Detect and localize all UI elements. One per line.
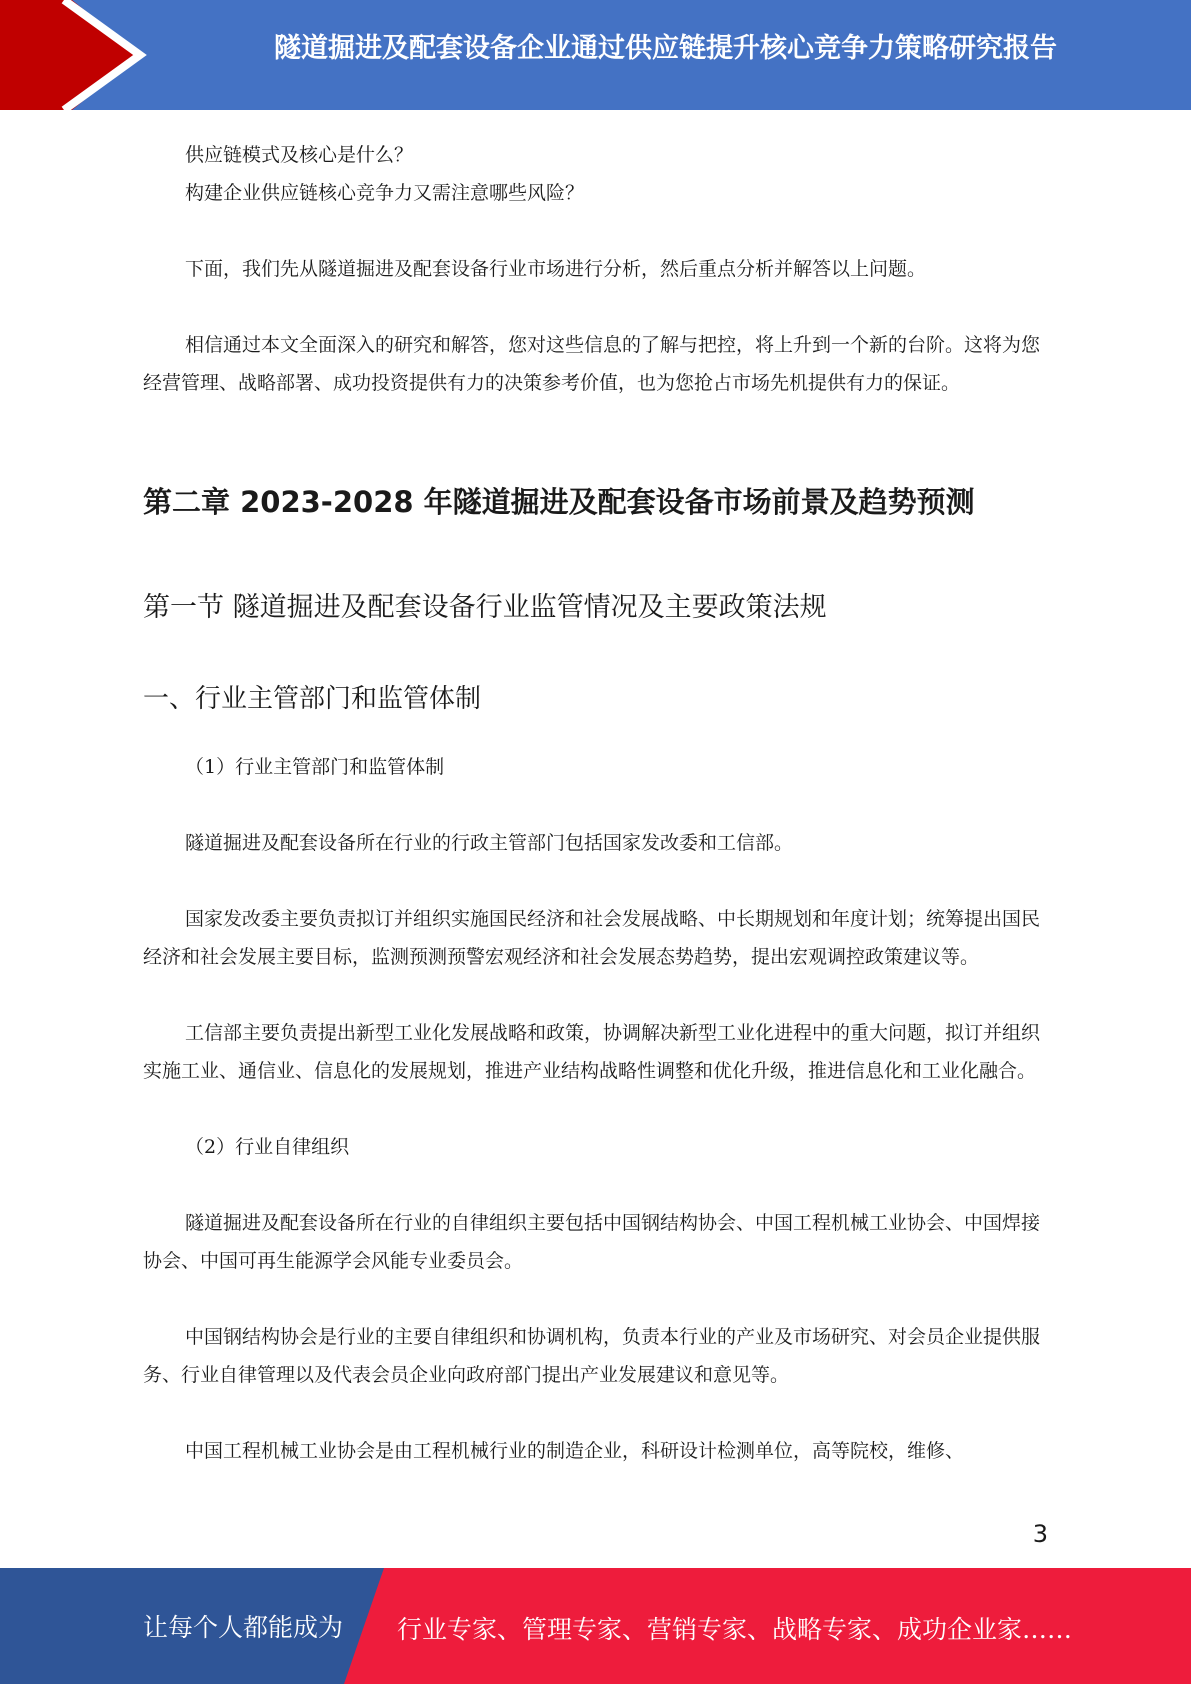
section-heading: 第一节 隧道掘进及配套设备行业监管情况及主要政策法规 (143, 592, 827, 623)
subsection-heading: 一、行业主管部门和监管体制 (143, 684, 482, 714)
cmia-paragraph: 中国工程机械工业协会是由工程机械行业的制造企业，科研设计检测单位，高等院校，维修、 (185, 1440, 965, 1462)
blank-line (143, 288, 1045, 326)
blank-line (143, 212, 1045, 250)
question-2: 构建企业供应链核心竞争力又需注意哪些风险？ (185, 182, 585, 204)
item-1-heading: （1）行业主管部门和监管体制 (185, 756, 445, 778)
question-1: 供应链模式及核心是什么？ (185, 144, 414, 166)
footer-slogan-right: 行业专家、管理专家、营销专家、战略专家、成功企业家…… (397, 1615, 1073, 1644)
blank-line (143, 1166, 1045, 1204)
footer-band (0, 1568, 1191, 1684)
document-title: 隧道掘进及配套设备企业通过供应链提升核心竞争力策略研究报告 (274, 33, 1057, 64)
blank-line (143, 1394, 1045, 1432)
admin-paragraph: 隧道掘进及配套设备所在行业的行政主管部门包括国家发改委和工信部。 (185, 832, 794, 854)
blank-line (143, 976, 1045, 1014)
page-number: 3 (1032, 1520, 1048, 1548)
blank-line (143, 786, 1045, 824)
blank-line (143, 862, 1045, 900)
blank-line (143, 1090, 1045, 1128)
miit-paragraph: 工信部主要负责提出新型工业化发展战略和政策，协调解决新型工业化进程中的重大问题，拟订并组织实施工业、通信业、信息化的发展规划，推进产业结构战略性调整和优化升级，推进信息化和工业化融合。 (143, 1022, 1041, 1082)
intro-paragraph: 下面，我们先从隧道掘进及配套设备行业市场进行分析，然后重点分析并解答以上问题。 (185, 258, 927, 280)
item-2-heading: （2）行业自律组织 (185, 1136, 350, 1158)
blank-line (143, 1280, 1045, 1318)
body-text-top (143, 136, 1045, 402)
self-regulation-paragraph: 隧道掘进及配套设备所在行业的自律组织主要包括中国钢结构协会、中国工程机械工业协会、中国焊接协会、中国可再生能源学会风能专业委员会。 (143, 1212, 1041, 1272)
ndrc-paragraph: 国家发改委主要负责拟订并组织实施国民经济和社会发展战略、中长期规划和年度计划；统筹提出国民经济和社会发展主要目标，监测预测预警宏观经济和社会发展态势趋势，提出宏观调控政策建议等。 (143, 908, 1041, 968)
chapter-heading: 第二章 2023-2028 年隧道掘进及配套设备市场前景及趋势预测 (143, 485, 975, 519)
body-text-main (143, 748, 1045, 1470)
steel-association-paragraph: 中国钢结构协会是行业的主要自律组织和协调机构，负责本行业的产业及市场研究、对会员企业提供服务、行业自律管理以及代表会员企业向政府部门提出产业发展建议和意见等。 (143, 1326, 1041, 1386)
footer-slogan-left: 让每个人都能成为 (143, 1613, 344, 1642)
header-band (0, 0, 1191, 110)
value-paragraph: 相信通过本文全面深入的研究和解答，您对这些信息的了解与把控，将上升到一个新的台阶。这将为您经营管理、战略部署、成功投资提供有力的决策参考价值，也为您抢占市场先机提供有力的保证。 (143, 334, 1041, 394)
